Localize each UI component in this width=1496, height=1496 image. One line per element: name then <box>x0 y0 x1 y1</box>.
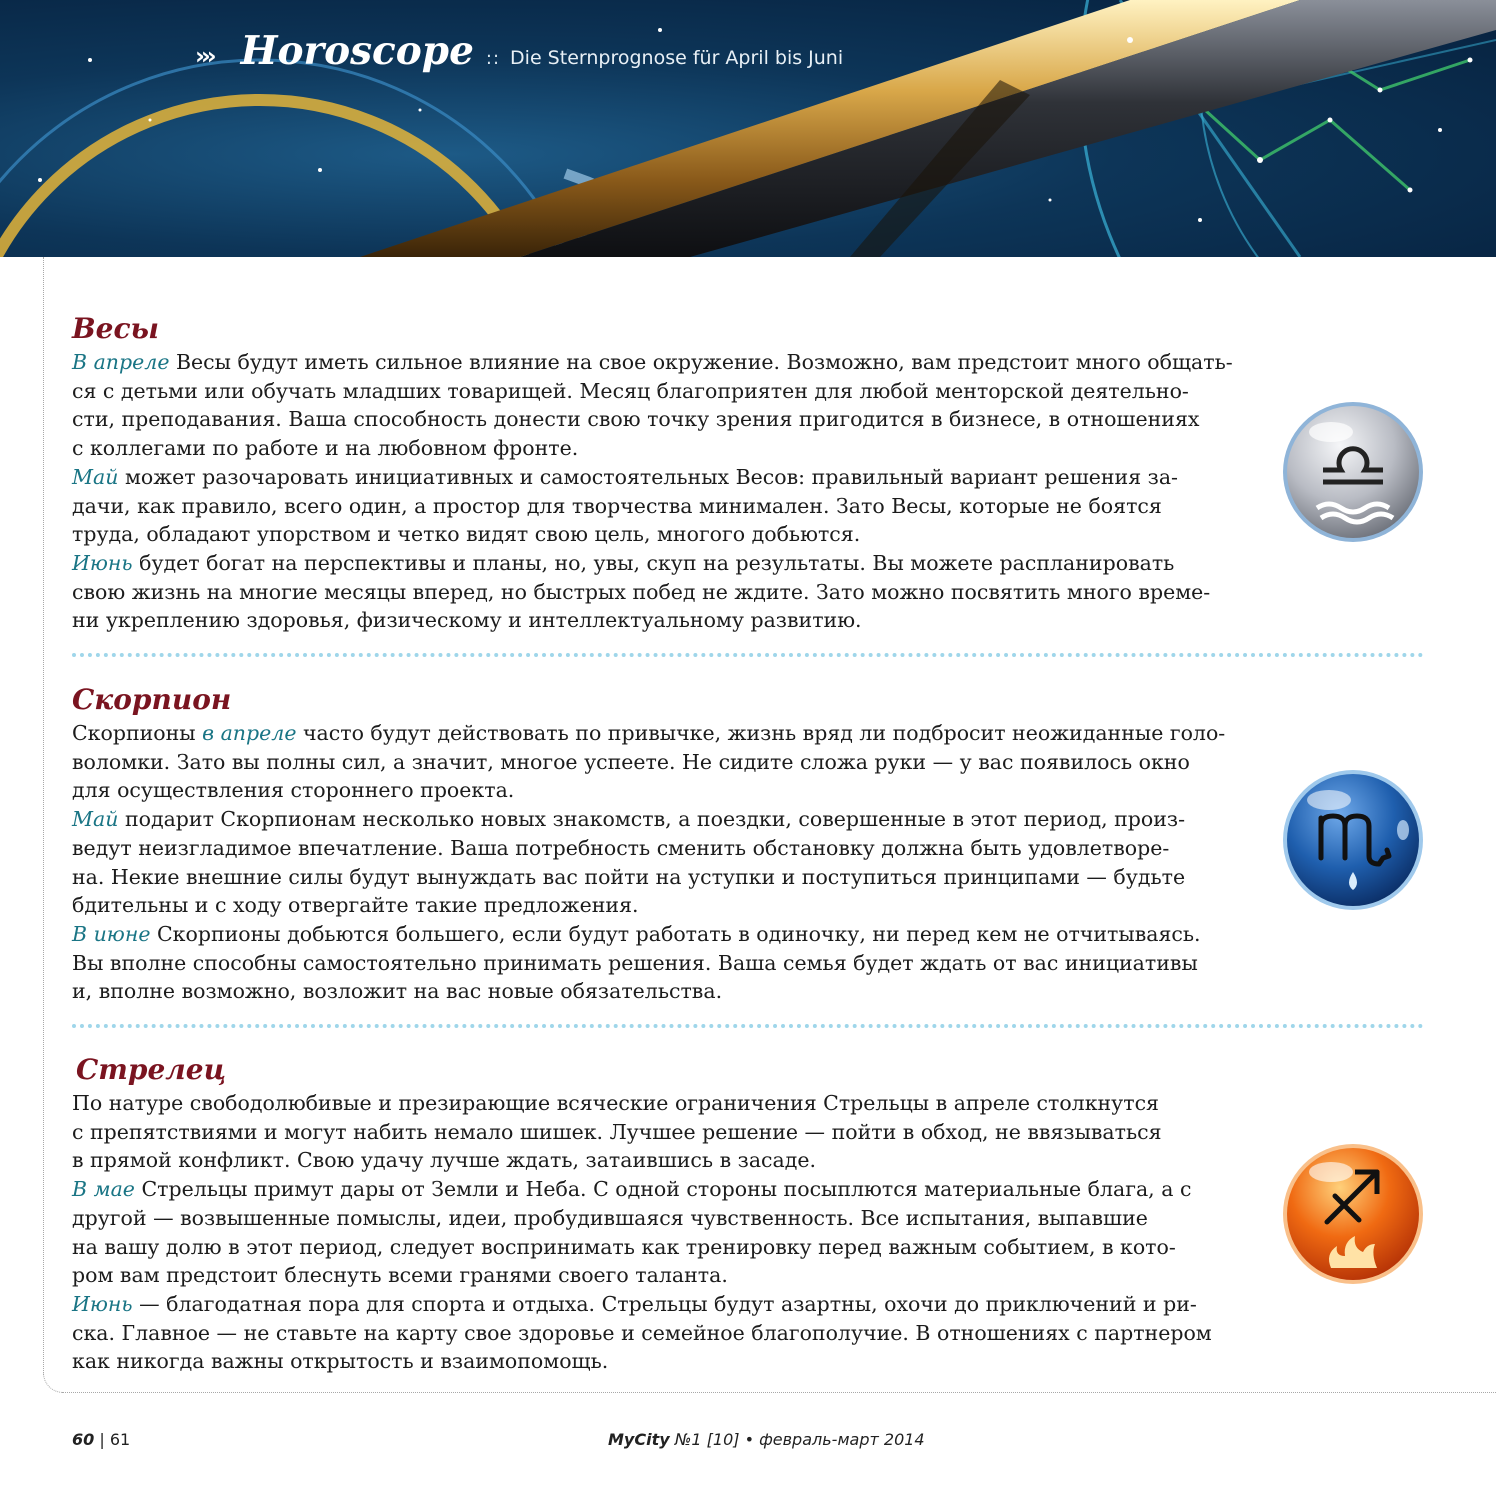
paragraph-june <box>72 549 1272 635</box>
paragraph-april <box>72 348 1272 463</box>
paragraph-june <box>72 920 1272 1006</box>
text-line: — благодатная пора для спорта и отдыха. Стрельцы будут азартны, охочи до приключений и ри- <box>132 1291 1197 1316</box>
text-line: ска. Главное — не ставьте на карту свое здоровье и семейное благополучие. В отношениях с партнером <box>72 1320 1212 1345</box>
paragraph-may <box>72 463 1272 549</box>
page-subtitle: Die Sternprognose für April bis Juni <box>510 47 844 69</box>
brand-logo: MyCity <box>608 1430 670 1449</box>
sign-section-scorpio <box>72 683 1272 1006</box>
text-line: будет богат на перспективы и планы, но, увы, скуп на результаты. Вы можете распланировать <box>132 550 1175 575</box>
section-divider <box>72 1024 1424 1028</box>
text-line: ведут неизгладимое впечатление. Ваша потребность сменить обстановку должна быть удовлетворе- <box>72 835 1170 860</box>
month-label: Май <box>72 464 119 489</box>
text-line: Стрельцы примут дары от Земли и Неба. С одной стороны посыплются материальные блага, а с <box>134 1177 1192 1202</box>
text-line: воломки. Зато вы полны сил, а значит, многое успеете. Не сидите сложа руки — у вас появилось окно <box>72 749 1190 774</box>
page-frame-corner <box>43 1372 64 1393</box>
text-line: с препятствиями и могут набить немало шишек. Лучшее решение — пойти в обход, не ввязываться <box>72 1119 1162 1144</box>
text-line: ся с детьми или обучать младших товарищей. Месяц благоприятен для любой менторской деятельно- <box>72 378 1189 403</box>
header-banner <box>0 0 1496 257</box>
month-label: Июнь <box>72 1291 133 1316</box>
month-label: Июнь <box>72 550 133 575</box>
sign-title: Скорпион <box>72 683 232 716</box>
issue-info <box>608 1430 925 1449</box>
text-line: для осуществления стороннего проекта. <box>72 778 515 803</box>
text-line: свою жизнь на многие месяцы вперед, но быстрых побед не ждите. Зато можно посвятить много време- <box>72 579 1211 604</box>
text-line: на. Некие внешние силы будут вынуждать вас пойти на уступки и поступиться принципами — будьте <box>72 864 1186 889</box>
title-separator: :: <box>485 48 501 69</box>
scorpio-icon <box>1281 768 1425 912</box>
paragraph-june <box>72 1290 1272 1376</box>
text-line: подарит Скорпионам несколько новых знакомств, а поездки, совершенные в этот период, произ- <box>118 807 1186 832</box>
sign-section-libra <box>72 312 1272 635</box>
page-frame-bottom <box>62 1392 1496 1393</box>
sign-section-sagittarius <box>72 1053 1272 1376</box>
text-line: на вашу долю в этот период, следует воспринимать как тренировку перед важным событием, в кото- <box>72 1234 1176 1259</box>
text-line: часто будут действовать по привычке, жизнь вряд ли подбросит неожиданные голо- <box>296 721 1226 745</box>
month-label: Май <box>72 807 119 832</box>
text-line: По натуре свободолюбивые и презирающие всяческие ограничения Стрельцы в апреле столкнутся <box>72 1091 1159 1115</box>
paragraph-april <box>72 1089 1272 1175</box>
text-line: труда, обладают упорством и четко видят свою цель, многого добьются. <box>72 522 861 547</box>
text-line: ром вам предстоит блеснуть всеми гранями своего таланта. <box>72 1263 728 1288</box>
text-line: бдительны и с ходу отвергайте такие предложения. <box>72 893 639 918</box>
chevron-right-icon: ››› <box>195 42 213 70</box>
page-numbers <box>72 1430 130 1449</box>
issue-text: №1 [10] • февраль-март 2014 <box>669 1430 925 1449</box>
month-label: В июне <box>72 921 151 946</box>
text-line: как никогда важны открытость и взаимопомощь. <box>72 1349 609 1374</box>
text-line: Вы вполне способны самостоятельно принимать решения. Ваша семья будет ждать от вас инициативы <box>72 950 1198 975</box>
month-label: В мае <box>72 1177 135 1202</box>
section-divider <box>72 653 1424 657</box>
text-line: другой — возвышенные помыслы, идеи, пробудившаяся чувственность. Все испытания, выпавшие <box>72 1205 1148 1230</box>
page-number-separator: | <box>94 1430 110 1449</box>
page-frame-left <box>43 257 44 1375</box>
text-line: с коллегами по работе и на любовном фронте. <box>72 436 579 461</box>
sign-title: Стрелец <box>76 1053 227 1086</box>
libra-icon <box>1281 400 1425 544</box>
text-line: может разочаровать инициативных и самостоятельных Весов: правильный вариант решения за- <box>118 464 1178 489</box>
page-title: Horoscope <box>240 28 474 74</box>
paragraph-may <box>72 805 1272 920</box>
month-label: в апреле <box>202 721 297 745</box>
text-line: ни укреплению здоровья, физическому и интеллектуальному развитию. <box>72 608 862 633</box>
text-line: в прямой конфликт. Свою удачу лучше ждать, затаившись в засаде. <box>72 1148 817 1173</box>
paragraph-may <box>72 1175 1272 1290</box>
text-line: сти, преподавания. Ваша способность донести свою точку зрения пригодится в бизнесе, в отношениях <box>72 407 1200 432</box>
paragraph-april <box>72 719 1272 805</box>
page-number-left: 60 <box>72 1430 95 1449</box>
month-label: В апреле <box>72 350 170 374</box>
text-line: Скорпионы <box>72 721 203 745</box>
page-number-right: 61 <box>109 1430 131 1449</box>
sagittarius-icon <box>1281 1142 1425 1286</box>
text-line: Скорпионы добьются большего, если будут работать в одиночку, ни перед кем не отчитываясь. <box>150 921 1201 946</box>
sign-title: Весы <box>72 312 160 345</box>
text-line: дачи, как правило, всего один, а простор для творчества минимален. Зато Весы, которые не боятся <box>72 493 1162 518</box>
text-line: и, вполне возможно, возложит на вас новые обязательства. <box>72 979 723 1004</box>
text-line: Весы будут иметь сильное влияние на свое окружение. Возможно, вам предстоит много общать- <box>169 350 1233 374</box>
